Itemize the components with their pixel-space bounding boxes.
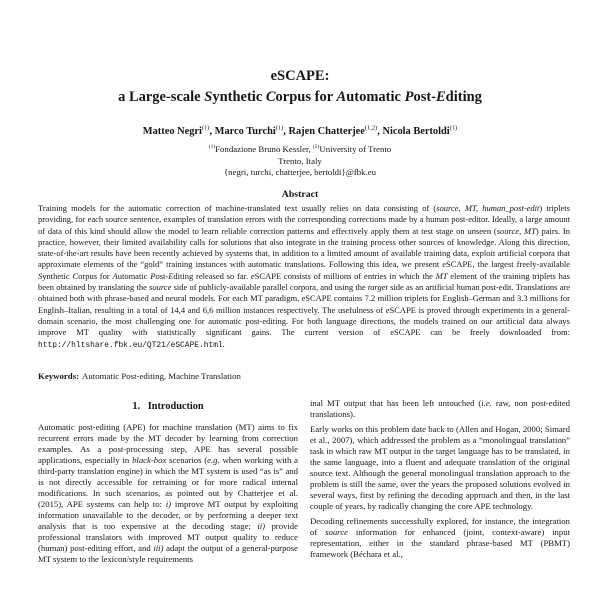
abstract-heading: Abstract bbox=[281, 189, 319, 200]
right-column bbox=[310, 398, 570, 600]
text-segment: source bbox=[325, 527, 348, 537]
text-segment: C bbox=[72, 270, 79, 281]
text-segment: (1) bbox=[208, 144, 216, 151]
title-line-1: eSCAPE: bbox=[270, 68, 330, 84]
text-segment: A bbox=[112, 270, 118, 281]
text-segment: MT bbox=[435, 270, 448, 281]
two-column-body bbox=[38, 398, 570, 600]
keywords-text: Automatic Post-editing, Machine Translation bbox=[82, 371, 241, 381]
left-column bbox=[38, 398, 298, 600]
text-segment: iii) bbox=[153, 543, 164, 553]
paragraph: Early works on this problem date back to (Allen and Hogan, 2000; Simard et al., 2007), which addressed the problem as a “monolingual translation” task in which raw MT output in the target language has to be translated, in the same language, into a fluent and adequate translation of the original source text. Although the general monolingual translation approach to the problem is still the same, over the years the proposed solutions evolved in several ways, first by refining the decoding approach and then, in the last couple of years, by radically changing the core APE technology. bbox=[310, 424, 570, 511]
text-segment: E bbox=[168, 270, 174, 281]
text-segment: target bbox=[367, 282, 388, 293]
text-segment: source, MT bbox=[496, 225, 536, 236]
download-url-link[interactable]: http://hltshare.fbk.eu/QT21/eSCAPE.html bbox=[38, 340, 223, 350]
text-segment: A bbox=[336, 89, 347, 105]
text-segment: (2) bbox=[313, 144, 320, 151]
affiliation-block bbox=[0, 144, 600, 179]
email-line: {negri, turchi, chatterjee, bertoldi}@fbk.eu bbox=[223, 167, 377, 177]
text-segment: P bbox=[404, 89, 414, 105]
text-segment: S bbox=[204, 89, 213, 105]
paragraph: inal MT output that has been left untouched (i.e. raw, non post-edited translations). bbox=[310, 398, 570, 419]
text-segment: ii) bbox=[257, 521, 266, 531]
text-segment: C bbox=[265, 89, 276, 105]
title-line-2: a Large-scale Synthetic Corpus for Automatic Post-Editing bbox=[118, 89, 482, 105]
text-segment: (1) bbox=[275, 124, 284, 132]
location-line: Trento, Italy bbox=[278, 155, 322, 166]
text-segment: i.e. bbox=[481, 398, 492, 408]
paragraph: Decoding refinements successfully explored, for instance, the integration of source information for enhanced (joint, context-aware) input representation, either in the standard phrase-based MT (PBMT) framework (Béchara et al., bbox=[310, 516, 570, 559]
text-segment: i) bbox=[165, 499, 172, 509]
text-segment: P bbox=[150, 270, 156, 281]
paragraph: Automatic post-editing (APE) for machine translation (MT) aims to fix recurrent errors made by the MT decoder by learning from correction examples. As a post-processing step, APE has several possible applications, especially in black-box scenarios (e.g. when working with a third-party translation engine) in which the MT system is used “as is” and is not directly accessible for retraining or for more radical internal modifications. In such scenarios, as pointed out by Chatterjee et al. (2015), APE systems can help to: i) improve MT output by exploiting information unavailable to the decoder, or by performing a deeper text analysis that is too expensive at the decoding stage; ii) provide professional translators with improved MT output quality to reduce (human) post-editing effort, and iii) adapt the output of a general-purpose MT system to the lexicon/style requirements bbox=[38, 422, 299, 564]
text-segment: S bbox=[38, 270, 43, 281]
keywords-label: Keywords: bbox=[38, 371, 80, 381]
text-segment: black-box bbox=[132, 455, 167, 465]
text-segment: source, MT, human_post-edit bbox=[436, 203, 540, 213]
keywords-line bbox=[38, 371, 570, 381]
text-segment: (1) bbox=[201, 124, 210, 132]
paper-title-block bbox=[0, 66, 600, 108]
text-segment: (1) bbox=[449, 124, 458, 132]
affiliation-line: $^{(1)}$Fondazione Bruno Kessler, $^{(2)}$University of Trento bbox=[208, 144, 392, 154]
text-segment: (1,2) bbox=[364, 124, 378, 132]
authors-line: Matteo Negri$^{(1)}$, Marco Turchi$^{(1)}$, Rajen Chatterjee$^{(1,2)}$, Nicola Bertoldi$^{(1)}$ bbox=[142, 124, 458, 137]
text-segment: e.g. bbox=[207, 455, 220, 465]
text-segment: source bbox=[149, 282, 172, 293]
text-segment: E bbox=[436, 89, 446, 105]
abstract-body: Training models for the automatic correction of machine-translated text usually relies on data consisting of (source, MT, human_post-edit) triplets providing, for each source sentence, examples of translation errors with the corresponding corrections made by a human post-editor. Ideally, a large amount of data of this kind should allow the model to learn reliable correction patterns and effectively apply them at test stage on unseen (source, MT) pairs. In practice, however, their limited availability calls for solutions that also integrate in the training process other sources of knowledge. Along this direction, state-of-the-art results have been recently achieved by systems that, in addition to a limited amount of available training data, exploit artificial corpora that approximate elements of the “gold” training instances with automatic translations. Following this idea, we present eSCAPE, the largest freely-available Synthetic Corpus for Automatic Post-Editing released so far. eSCAPE consists of millions of entries in which the MT element of the training triplets has been obtained by translating the source side of publicly-available parallel corpora, and using the target side as an artificial human post-edit. Translations are obtained both with phrase-based and neural models. For each MT paradigm, eSCAPE contains 7.2 million triplets for English–German and 3.3 millions for English–Italian, resulting in a total of 14,4 and 6,6 million instances respectively. The usefulness of eSCAPE is proved through experiments in a general-domain scenario, the most challenging one for automatic post-editing. For both language directions, the models trained on our artificial data always improve MT quality with statistically significant gains. The current version of eSCAPE can be freely downloaded from: http://hltshare.fbk.eu/QT21/eSCAPE.html. bbox=[38, 203, 570, 350]
section-heading-introduction: 1. Introduction bbox=[132, 401, 204, 412]
